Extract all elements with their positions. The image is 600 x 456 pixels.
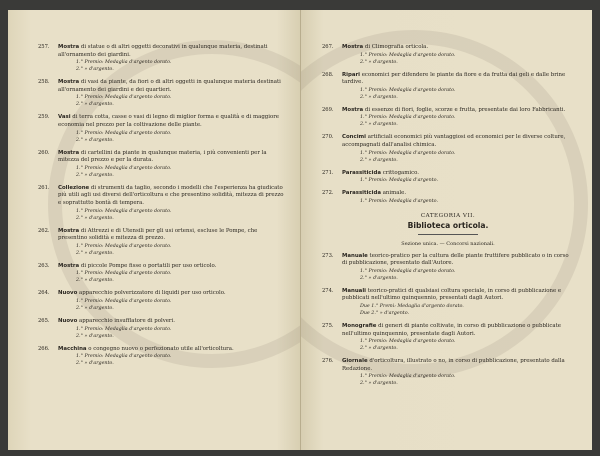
catalog-entry xyxy=(322,170,574,185)
prize-line: 2.° » d'argento. xyxy=(76,305,114,311)
prize-line: 2.° » d'argento. xyxy=(360,94,398,100)
entry-text: teorico-pratico per la cultura delle piante fruttifere pubblicato o in corso di pubblicazione, presentato dall'Autore. xyxy=(342,252,569,267)
divider xyxy=(418,234,478,235)
entry-title: Macchina xyxy=(58,345,87,352)
catalog-entry xyxy=(322,358,574,387)
catalog-entry xyxy=(38,290,286,312)
catalog-entry xyxy=(322,190,574,205)
catalog-entry xyxy=(322,323,574,352)
prize-line: 2.° » d'argento. xyxy=(360,346,398,352)
entry-number: 274. xyxy=(322,287,334,294)
subsection-heading: Sezione unica. — Concorsi nazionali. xyxy=(401,240,495,247)
prize-line: 1.° Premio: Medaglia d'argento. xyxy=(360,198,438,204)
entry-text: economici per difendere le piante da fiore e da frutta dai geli e dalle brine tardive. xyxy=(342,71,566,86)
prize-line: 2.° » d'argento. xyxy=(360,59,398,65)
entry-text: di terra cotta, casse o vasi di legno di miglior forma e qualità e di maggiore economia nel prezzo per la coltivazione delle piante. xyxy=(58,114,279,128)
left-column xyxy=(38,44,286,373)
entry-number: 270. xyxy=(322,134,334,141)
entry-number: 267. xyxy=(322,44,334,50)
prize-line: Due 1.° Premi: Medaglia d'argento dorato. xyxy=(360,303,464,309)
prize-line: 1.° Premio: Medaglia d'argento dorato. xyxy=(360,87,456,93)
prize-line: 1.° Premio: Medaglia d'argento dorato. xyxy=(360,339,456,345)
catalog-entry xyxy=(322,288,574,317)
prize-line: 2.° » d'argento. xyxy=(76,250,114,256)
entry-title: Mostra xyxy=(58,44,80,50)
entry-title: Manuali xyxy=(342,287,367,294)
entry-title: Giornale xyxy=(342,358,368,365)
prize-line: 1.° Premio: Medaglia d'argento dorato. xyxy=(360,374,456,380)
entry-number: 269. xyxy=(322,106,334,113)
entry-number: 265. xyxy=(38,317,50,324)
entry-text: apparecchio polverizzatore di liquidi per uso orticolo. xyxy=(79,290,226,297)
entry-text: di statue o di altri oggetti decorativi in qualunque materia, destinati all'ornamento dei giardini. xyxy=(58,44,268,58)
entry-title: Monografie xyxy=(342,322,377,329)
prize-line: 1.° Premio: Medaglia d'argento dorato. xyxy=(76,130,172,136)
entry-title: Nuovo xyxy=(58,317,78,324)
entry-title: Mostra xyxy=(58,79,80,86)
entry-number: 272. xyxy=(322,190,334,197)
entry-title: Manuale xyxy=(342,252,368,259)
entry-text: di strumenti da taglio, secondo i modelli che l'esperienza ha giudicato più utili agli usi diversi dell'orticoltura e che presentino solidità, mitezza di prezzo e soprattutto bontà di tempera. xyxy=(58,184,284,206)
prize-line: 1.° Premio: Medaglia d'argento dorato. xyxy=(360,52,456,58)
catalog-entry xyxy=(38,150,286,179)
prize-line: 2.° » d'argento. xyxy=(360,275,398,281)
catalog-entry xyxy=(38,263,286,285)
entry-number: 266. xyxy=(38,345,50,352)
catalog-entry xyxy=(38,44,286,73)
entry-number: 259. xyxy=(38,114,50,121)
entry-title: Mostra xyxy=(342,44,364,50)
prize-line: 2.° » d'argento. xyxy=(76,278,114,284)
entry-number: 257. xyxy=(38,44,50,50)
catalog-entry xyxy=(322,107,574,129)
entry-title: Mostra xyxy=(58,262,80,269)
entry-text: crittogamico. xyxy=(382,169,419,176)
left-page xyxy=(8,10,300,450)
prize-line: 2.° » d'argento. xyxy=(76,102,114,108)
entry-number: 275. xyxy=(322,322,334,329)
entry-number: 260. xyxy=(38,149,50,156)
catalog-entry xyxy=(322,253,574,282)
right-column xyxy=(322,44,574,393)
prize-line: 2.° » d'argento. xyxy=(76,67,114,73)
entry-title: Vasi xyxy=(58,114,71,121)
prize-line: 1.° Premio: Medaglia d'argento dorato. xyxy=(76,243,172,249)
prize-line: 2.° » d'argento. xyxy=(76,361,114,367)
prize-line: 1.° Premio: Medaglia d'argento dorato. xyxy=(76,271,172,277)
prize-line: 2.° » d'argento. xyxy=(360,157,398,163)
catalog-entry xyxy=(38,318,286,340)
prize-line: 1.° Premio: Medaglia d'argento dorato. xyxy=(76,165,172,171)
catalog-entry xyxy=(38,114,286,143)
entry-title: Parassiticida xyxy=(342,190,381,197)
entry-text: di cartellini da piante in qualunque materia, i più convenienti per la mitezza del prezzo e per la durata. xyxy=(58,149,267,164)
entry-text: di generi di piante coltivate, in corso di pubblicazione o pubblicate nell'ultimo quinquennio, presentate dagli Autori. xyxy=(342,322,561,337)
catalog-entry xyxy=(38,228,286,257)
prize-line: 1.° Premio: Medaglia d'argento dorato. xyxy=(76,326,172,332)
entry-number: 276. xyxy=(322,358,334,365)
prize-line: 1.° Premio: Medaglia d'argento dorato. xyxy=(360,268,456,274)
prize-line: Due 2.° » d'argento. xyxy=(360,310,410,316)
catalog-entry xyxy=(322,134,574,163)
entry-number: 273. xyxy=(322,252,334,259)
entry-text: apparecchio insufflatore di polveri. xyxy=(79,317,175,324)
catalog-entry xyxy=(322,72,574,101)
prize-line: 1.° Premio: Medaglia d'argento dorato. xyxy=(76,298,172,304)
catalog-entry xyxy=(322,44,574,66)
entry-text: o congegno nuovo o perfezionato utile all'orticoltura. xyxy=(88,345,234,352)
entry-title: Ripari xyxy=(342,71,361,78)
prize-line: 1.° Premio: Medaglia d'argento. xyxy=(360,178,438,184)
entry-title: Mostra xyxy=(58,227,80,234)
entry-title: Mostra xyxy=(342,106,364,113)
entry-text: animale. xyxy=(382,190,407,197)
prize-line: 1.° Premio: Medaglia d'argento dorato. xyxy=(76,208,172,214)
prize-line: 1.° Premio: Medaglia d'argento dorato. xyxy=(360,115,456,121)
entry-text: di essenze di fiori, foglie, scorze e frutta, presentate dai loro Fabbricanti. xyxy=(364,106,566,113)
entry-title: Nuovo xyxy=(58,290,78,297)
prize-line: 2.° » d'argento. xyxy=(76,172,114,178)
right-page xyxy=(300,10,592,450)
prize-line: 2.° » d'argento. xyxy=(76,215,114,221)
catalog-entry xyxy=(38,185,286,222)
entry-text: di vasi da piante, da fiori o di altri oggetti in qualunque materia destinati all'ornamento dei giardini e dei quartieri. xyxy=(58,79,281,93)
prize-line: 1.° Premio: Medaglia d'argento dorato. xyxy=(76,60,172,66)
entry-number: 263. xyxy=(38,262,50,269)
entry-number: 261. xyxy=(38,184,50,191)
entry-number: 258. xyxy=(38,79,50,86)
prize-line: 2.° » d'argento. xyxy=(76,333,114,339)
book-spread xyxy=(8,10,592,450)
catalog-entry xyxy=(38,346,286,368)
category-heading: CATEGORIA VII. xyxy=(420,212,476,219)
entry-text: di Climografia orticola. xyxy=(364,44,429,50)
prize-line: 1.° Premio: Medaglia d'argento dorato. xyxy=(76,354,172,360)
entry-number: 271. xyxy=(322,169,334,176)
entry-number: 264. xyxy=(38,290,50,297)
catalog-entry xyxy=(38,79,286,108)
category-title: Biblioteca orticola. xyxy=(407,221,489,231)
entry-number: 268. xyxy=(322,71,334,78)
entry-text: di piccole Pompe fisse o portatili per uso orticolo. xyxy=(80,262,217,269)
book-gutter xyxy=(300,10,301,450)
entry-text: d'orticoltura, illustrato o no, in corso di pubblicazione, presentato dalla Redazione. xyxy=(342,358,565,372)
prize-line: 2.° » d'argento. xyxy=(76,137,114,143)
prize-line: 2.° » d'argento. xyxy=(360,381,398,387)
prize-line: 2.° » d'argento. xyxy=(360,122,398,128)
entry-title: Collezione xyxy=(58,184,90,191)
prize-line: 1.° Premio: Medaglia d'argento dorato. xyxy=(360,150,456,156)
entry-text: artificiali economici più vantaggiosi ed economici per le diverse colture, accompagnati dall'analisi chimica. xyxy=(342,134,566,148)
entry-title: Concimi xyxy=(342,134,367,141)
entry-title: Parassiticida xyxy=(342,169,381,176)
entry-number: 262. xyxy=(38,227,50,234)
entry-text: di Attrezzi e di Utensili per gli usi ortensi, escluse le Pompe, che presentino solidità e mitezza di prezzo. xyxy=(58,227,258,242)
prize-line: 1.° Premio: Medaglia d'argento dorato. xyxy=(76,95,172,101)
entry-text: teorico-pratici di qualsiasi coltura speciale, in corso di pubblicazione e pubblicati nell'ultimo quinquennio, presentati dagli Autori. xyxy=(342,287,562,302)
entry-title: Mostra xyxy=(58,149,80,156)
